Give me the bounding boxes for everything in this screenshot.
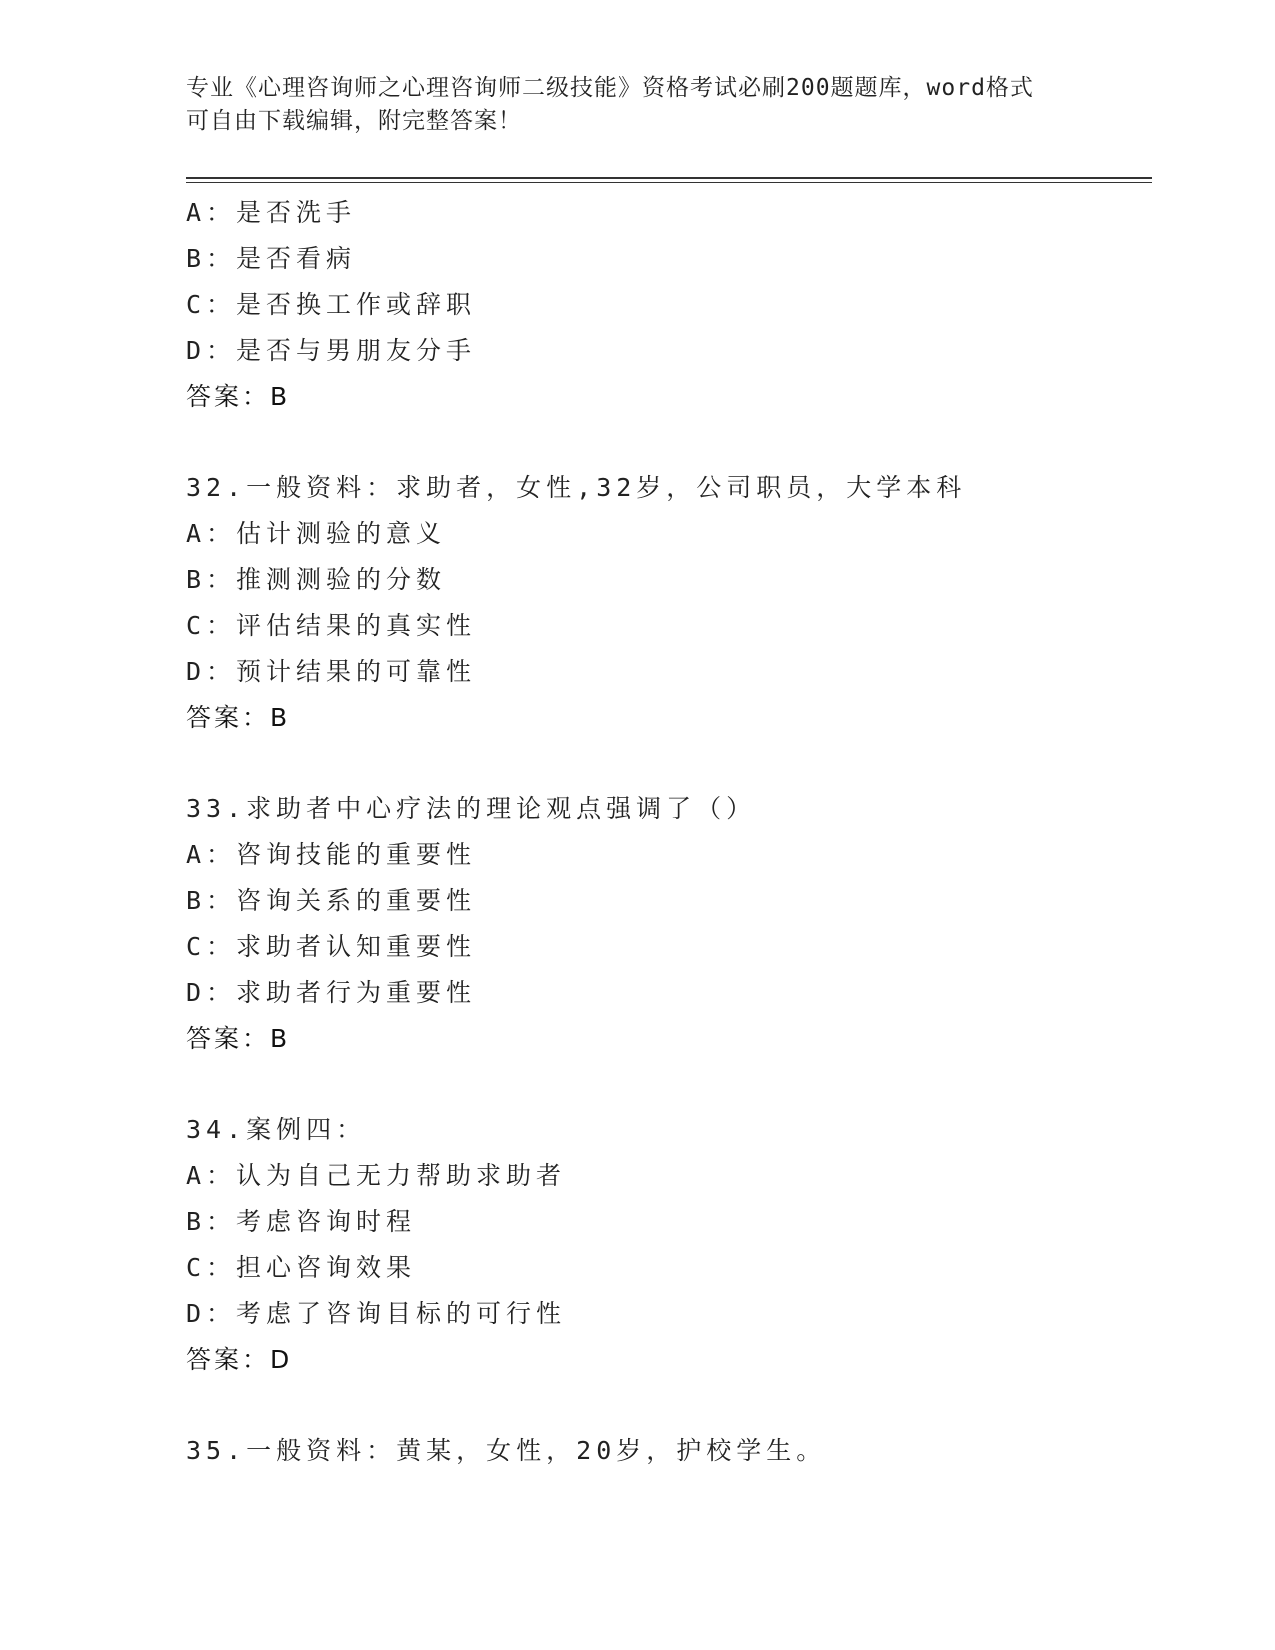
- spacer: [186, 1062, 1166, 1107]
- option-c: C：评估结果的真实性: [186, 611, 477, 640]
- option-a: A：咨询技能的重要性: [186, 840, 477, 869]
- spacer: [186, 741, 1166, 786]
- question-block-35: [186, 1428, 1166, 1474]
- answer-line: 答案：B: [186, 1024, 291, 1053]
- question-stem: 35.一般资料：黄某，女性，20岁，护校学生。: [186, 1436, 827, 1465]
- option-b: B：推测测验的分数: [186, 565, 447, 594]
- option-d: D：求助者行为重要性: [186, 978, 477, 1007]
- option-a: A：估计测验的意义: [186, 519, 447, 548]
- question-block-33: [186, 786, 1166, 1062]
- spacer: [186, 1383, 1166, 1428]
- option-a: A：认为自己无力帮助求助者: [186, 1161, 567, 1190]
- header-line-2: 可自由下载编辑，附完整答案！: [186, 108, 522, 134]
- question-block-31: [186, 190, 1166, 420]
- question-stem: 33.求助者中心疗法的理论观点强调了（）: [186, 794, 757, 823]
- option-d: D：预计结果的可靠性: [186, 657, 477, 686]
- question-list: [186, 190, 1166, 1474]
- header-rule-thick: [186, 177, 1152, 179]
- answer-line: 答案：B: [186, 382, 291, 411]
- header-rule-thin: [186, 182, 1152, 183]
- option-c: C：担心咨询效果: [186, 1253, 417, 1282]
- question-stem: 32.一般资料：求助者，女性,32岁，公司职员，大学本科: [186, 473, 967, 502]
- option-d: D：考虑了咨询目标的可行性: [186, 1299, 567, 1328]
- option-a: A：是否洗手: [186, 198, 357, 227]
- document-header: [186, 72, 1086, 138]
- spacer: [186, 420, 1166, 465]
- question-block-32: [186, 465, 1166, 741]
- question-stem: 34.案例四：: [186, 1115, 367, 1144]
- header-line-1: 专业《心理咨询师之心理咨询师二级技能》资格考试必刷200题题库，word格式: [186, 75, 1034, 101]
- option-b: B：咨询关系的重要性: [186, 886, 477, 915]
- answer-line: 答案：B: [186, 703, 291, 732]
- question-block-34: [186, 1107, 1166, 1383]
- option-b: B：是否看病: [186, 244, 357, 273]
- answer-line: 答案：D: [186, 1345, 293, 1374]
- option-b: B：考虑咨询时程: [186, 1207, 417, 1236]
- option-c: C：是否换工作或辞职: [186, 290, 477, 319]
- option-c: C：求助者认知重要性: [186, 932, 477, 961]
- option-d: D：是否与男朋友分手: [186, 336, 477, 365]
